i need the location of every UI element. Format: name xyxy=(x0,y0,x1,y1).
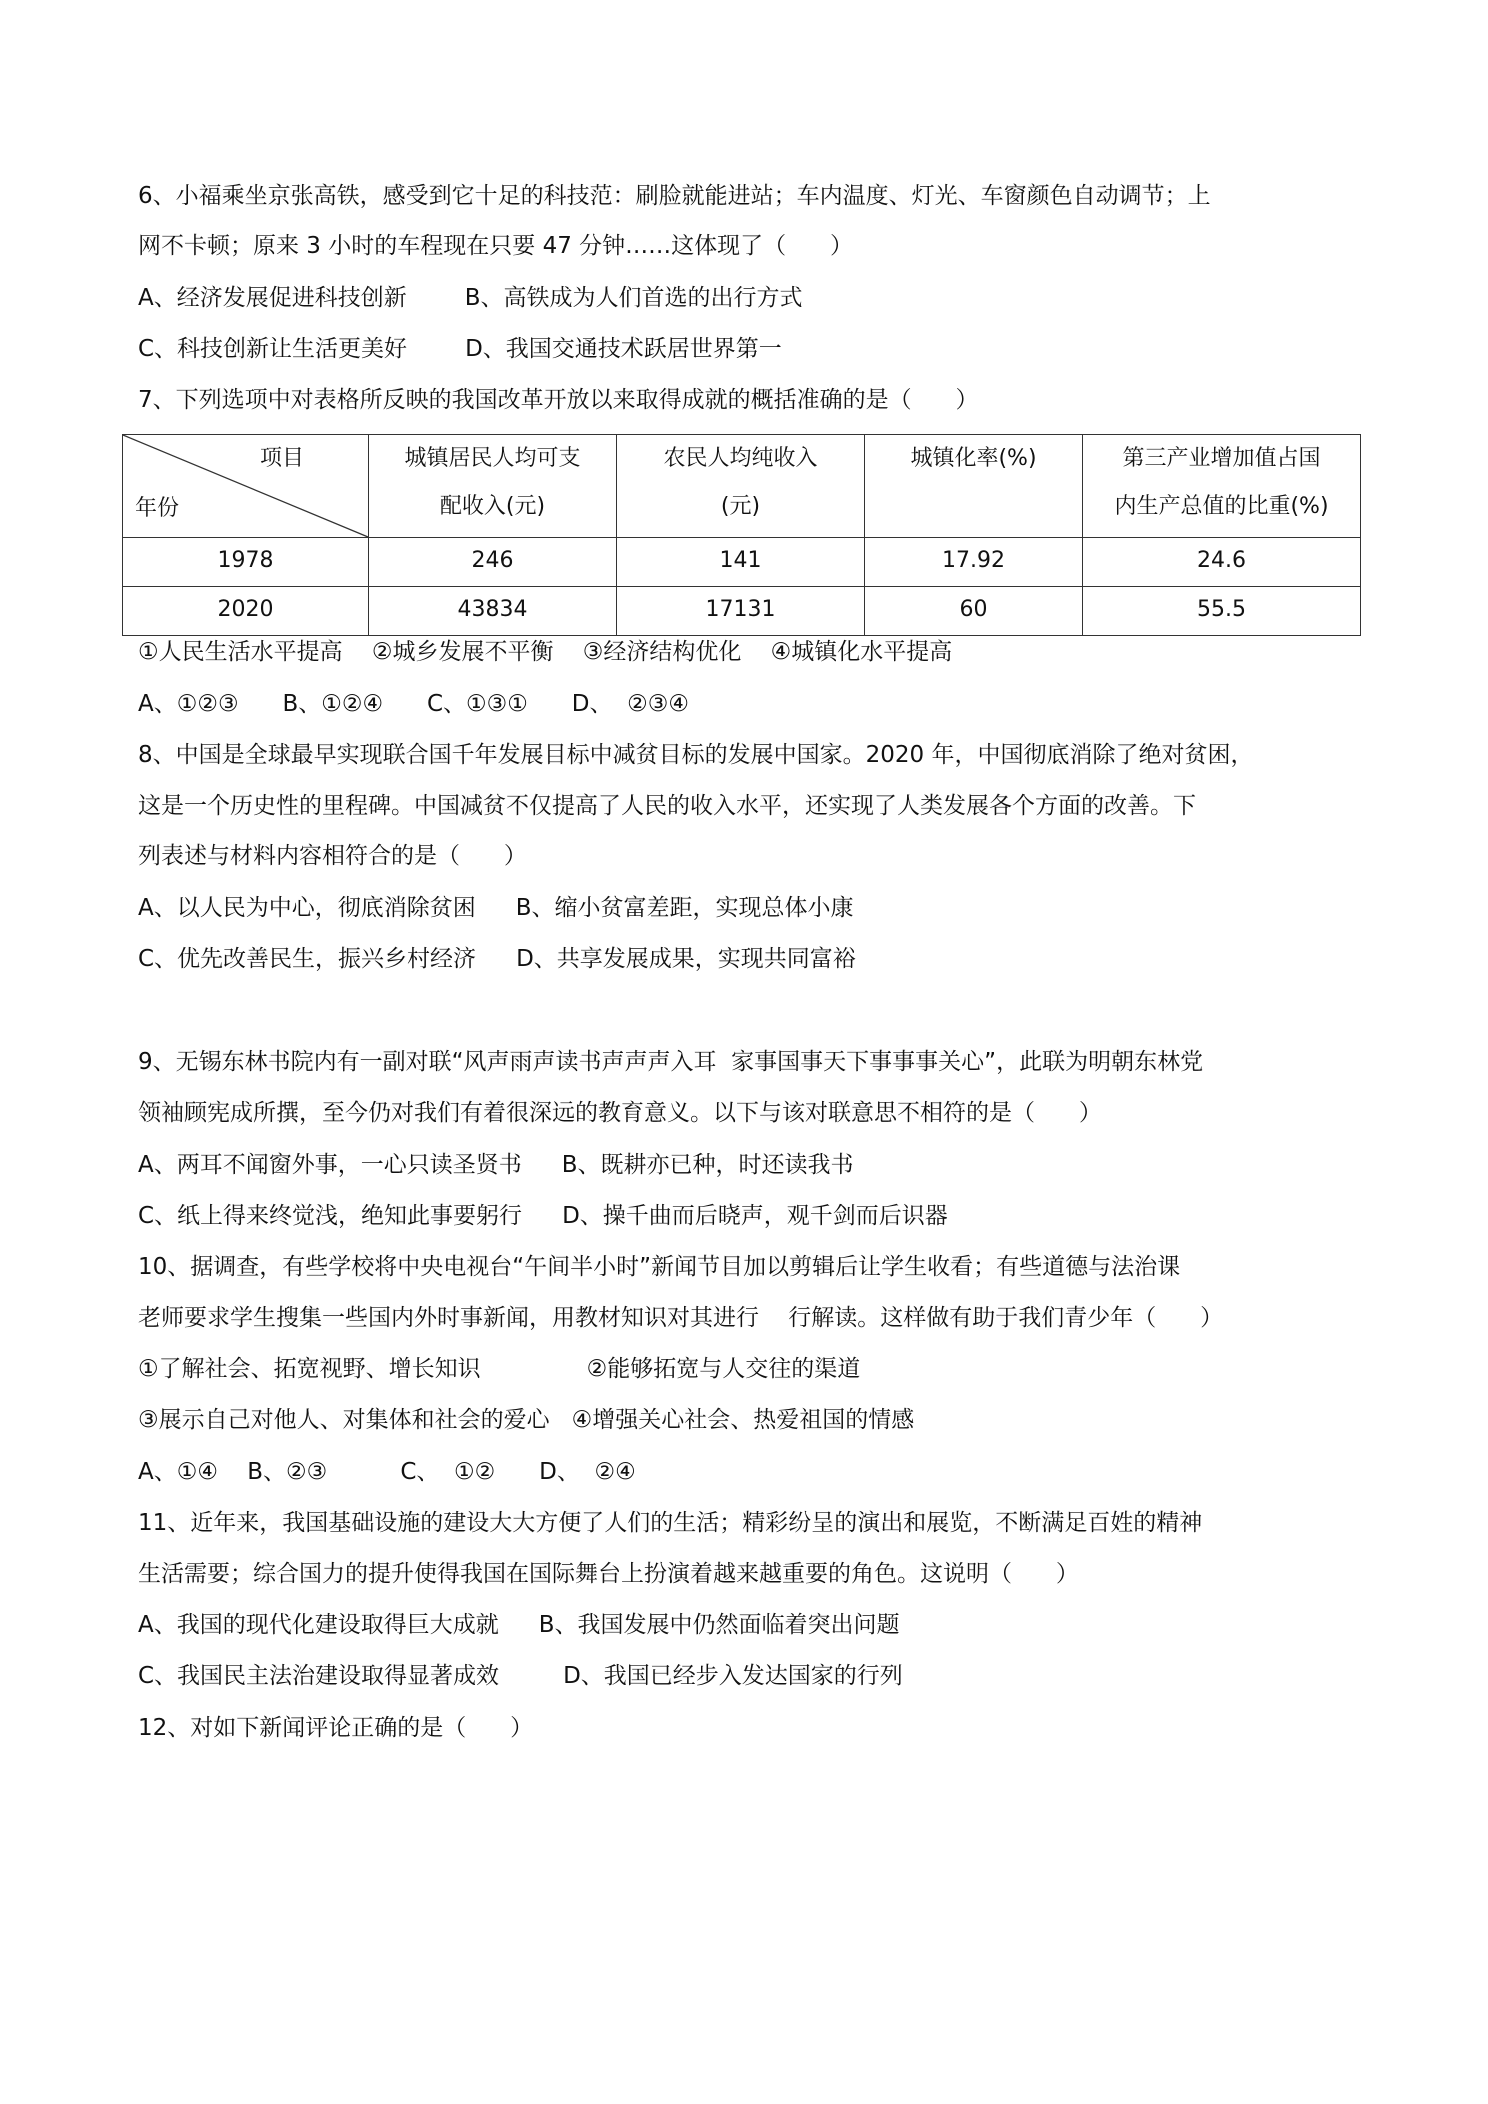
q9-option-b[interactable]: B、既耕亦已种，时还读我书 xyxy=(561,1152,854,1178)
q10-statement-3: ③展示自己对他人、对集体和社会的爱心 xyxy=(138,1407,550,1433)
table-corner-cell xyxy=(123,435,369,538)
q9-stem-line1: 9、无锡东林书院内有一副对联“风声雨声读书声声声入耳 家事国事天下事事事关心”，此联为明朝东林党 xyxy=(138,1049,1204,1075)
q9-option-a[interactable]: A、两耳不闻窗外事，一心只读圣贤书 xyxy=(138,1152,522,1178)
q9-stem-line2: 领袖顾宪成所撰，至今仍对我们有着很深远的教育意义。以下与该对联意思不相符的是（ ） xyxy=(138,1100,1102,1126)
q6-option-c[interactable]: C、科技创新让生活更美好 xyxy=(138,336,408,362)
q8-option-c[interactable]: C、优先改善民生，振兴乡村经济 xyxy=(138,946,477,972)
table-header-cell: 农民人均纯收入 (元) xyxy=(617,435,865,538)
q8-options-cd xyxy=(138,945,856,973)
q6-option-b[interactable]: B、高铁成为人们首选的出行方式 xyxy=(464,285,803,311)
q8-option-d[interactable]: D、共享发展成果，实现共同富裕 xyxy=(516,946,856,972)
q10-options[interactable]: A、①④ B、②③ C、 ①② D、 ②④ xyxy=(138,1459,636,1485)
q7-options[interactable]: A、①②③ B、①②④ C、①③① D、 ②③④ xyxy=(138,691,689,717)
q8-stem-line3: 列表述与材料内容相符合的是（ ） xyxy=(138,843,527,869)
q10-stem-line2: 老师要求学生搜集一些国内外时事新闻，用教材知识对其进行 行解读。这样做有助于我们青少年（ ） xyxy=(138,1305,1224,1331)
q11-options-cd xyxy=(138,1662,903,1690)
q12-stem: 12、对如下新闻评论正确的是（ ） xyxy=(138,1715,534,1741)
q6-stem-line1: 6、小福乘坐京张高铁，感受到它十足的科技范：刷脸就能进站；车内温度、灯光、车窗颜色自动调节；上 xyxy=(138,183,1211,209)
q11-option-d[interactable]: D、我国已经步入发达国家的行列 xyxy=(563,1663,903,1689)
table-cell: 55.5 xyxy=(1083,587,1361,636)
table-header-cell: 第三产业增加值占国 内生产总值的比重(%) xyxy=(1083,435,1361,538)
q8-stem-line2: 这是一个历史性的里程碑。中国减贫不仅提高了人民的收入水平，还实现了人类发展各个方面的改善。下 xyxy=(138,793,1196,819)
q6-option-a[interactable]: A、经济发展促进科技创新 xyxy=(138,285,407,311)
q11-option-a[interactable]: A、我国的现代化建设取得巨大成就 xyxy=(138,1612,499,1638)
q6-stem-line2: 网不卡顿；原来 3 小时的车程现在只要 47 分钟……这体现了（ ） xyxy=(138,233,854,259)
q11-stem-line2: 生活需要；综合国力的提升使得我国在国际舞台上扮演着越来越重要的角色。这说明（ ） xyxy=(138,1561,1079,1587)
q7-stem: 7、下列选项中对表格所反映的我国改革开放以来取得成就的概括准确的是（ ） xyxy=(138,387,979,413)
q6-options-ab xyxy=(138,284,803,312)
q8-options-ab xyxy=(138,894,854,922)
q11-option-b[interactable]: B、我国发展中仍然面临着突出问题 xyxy=(538,1612,900,1638)
table-header-cell: 城镇化率(%) xyxy=(865,435,1083,538)
table-header-row xyxy=(123,435,1361,538)
q10-statement-2: ②能够拓宽与人交往的渠道 xyxy=(586,1356,861,1382)
q10-statements-12 xyxy=(138,1355,860,1383)
q10-statement-1: ①了解社会、拓宽视野、增长知识 xyxy=(138,1356,481,1382)
table-cell: 2020 xyxy=(123,587,369,636)
table-row xyxy=(123,587,1361,636)
q8-stem-line1: 8、中国是全球最早实现联合国千年发展目标中减贫目标的发展中国家。2020 年，中国彻底消除了绝对贫困， xyxy=(138,742,1254,768)
table-row xyxy=(123,538,1361,587)
q8-option-b[interactable]: B、缩小贫富差距，实现总体小康 xyxy=(515,895,854,921)
table-cell: 246 xyxy=(369,538,617,587)
q10-statements-34 xyxy=(138,1406,914,1434)
q6-option-d[interactable]: D、我国交通技术跃居世界第一 xyxy=(465,336,782,362)
table-cell: 17.92 xyxy=(865,538,1083,587)
q11-stem-line1: 11、近年来，我国基础设施的建设大大方便了人们的生活；精彩纷呈的演出和展览，不断满足百姓的精神 xyxy=(138,1510,1203,1536)
q6-options-cd xyxy=(138,335,782,363)
q9-options-ab xyxy=(138,1151,854,1179)
table-cell: 17131 xyxy=(617,587,865,636)
q9-option-d[interactable]: D、操千曲而后晓声，观千剑而后识器 xyxy=(562,1203,948,1229)
q8-option-a[interactable]: A、以人民为中心，彻底消除贫困 xyxy=(138,895,476,921)
table-header-cell: 城镇居民人均可支 配收入(元) xyxy=(369,435,617,538)
q11-options-ab xyxy=(138,1611,900,1639)
corner-label-year: 年份 xyxy=(135,496,180,521)
q9-options-cd xyxy=(138,1202,948,1230)
corner-label-item: 项目 xyxy=(259,446,304,471)
table-cell: 60 xyxy=(865,587,1083,636)
table-cell: 24.6 xyxy=(1083,538,1361,587)
q11-option-c[interactable]: C、我国民主法治建设取得显著成效 xyxy=(138,1663,500,1689)
table-cell: 1978 xyxy=(123,538,369,587)
q10-statement-4: ④增强关心社会、热爱祖国的情感 xyxy=(571,1407,915,1433)
q7-statements: ①人民生活水平提高 ②城乡发展不平衡 ③经济结构优化 ④城镇化水平提高 xyxy=(138,639,953,665)
q7-data-table xyxy=(122,434,1361,636)
table-cell: 43834 xyxy=(369,587,617,636)
q10-stem-line1: 10、据调查，有些学校将中央电视台“午间半小时”新闻节目加以剪辑后让学生收看；有些道德与法治课 xyxy=(138,1254,1181,1280)
table-cell: 141 xyxy=(617,538,865,587)
q9-option-c[interactable]: C、纸上得来终觉浅，绝知此事要躬行 xyxy=(138,1203,523,1229)
